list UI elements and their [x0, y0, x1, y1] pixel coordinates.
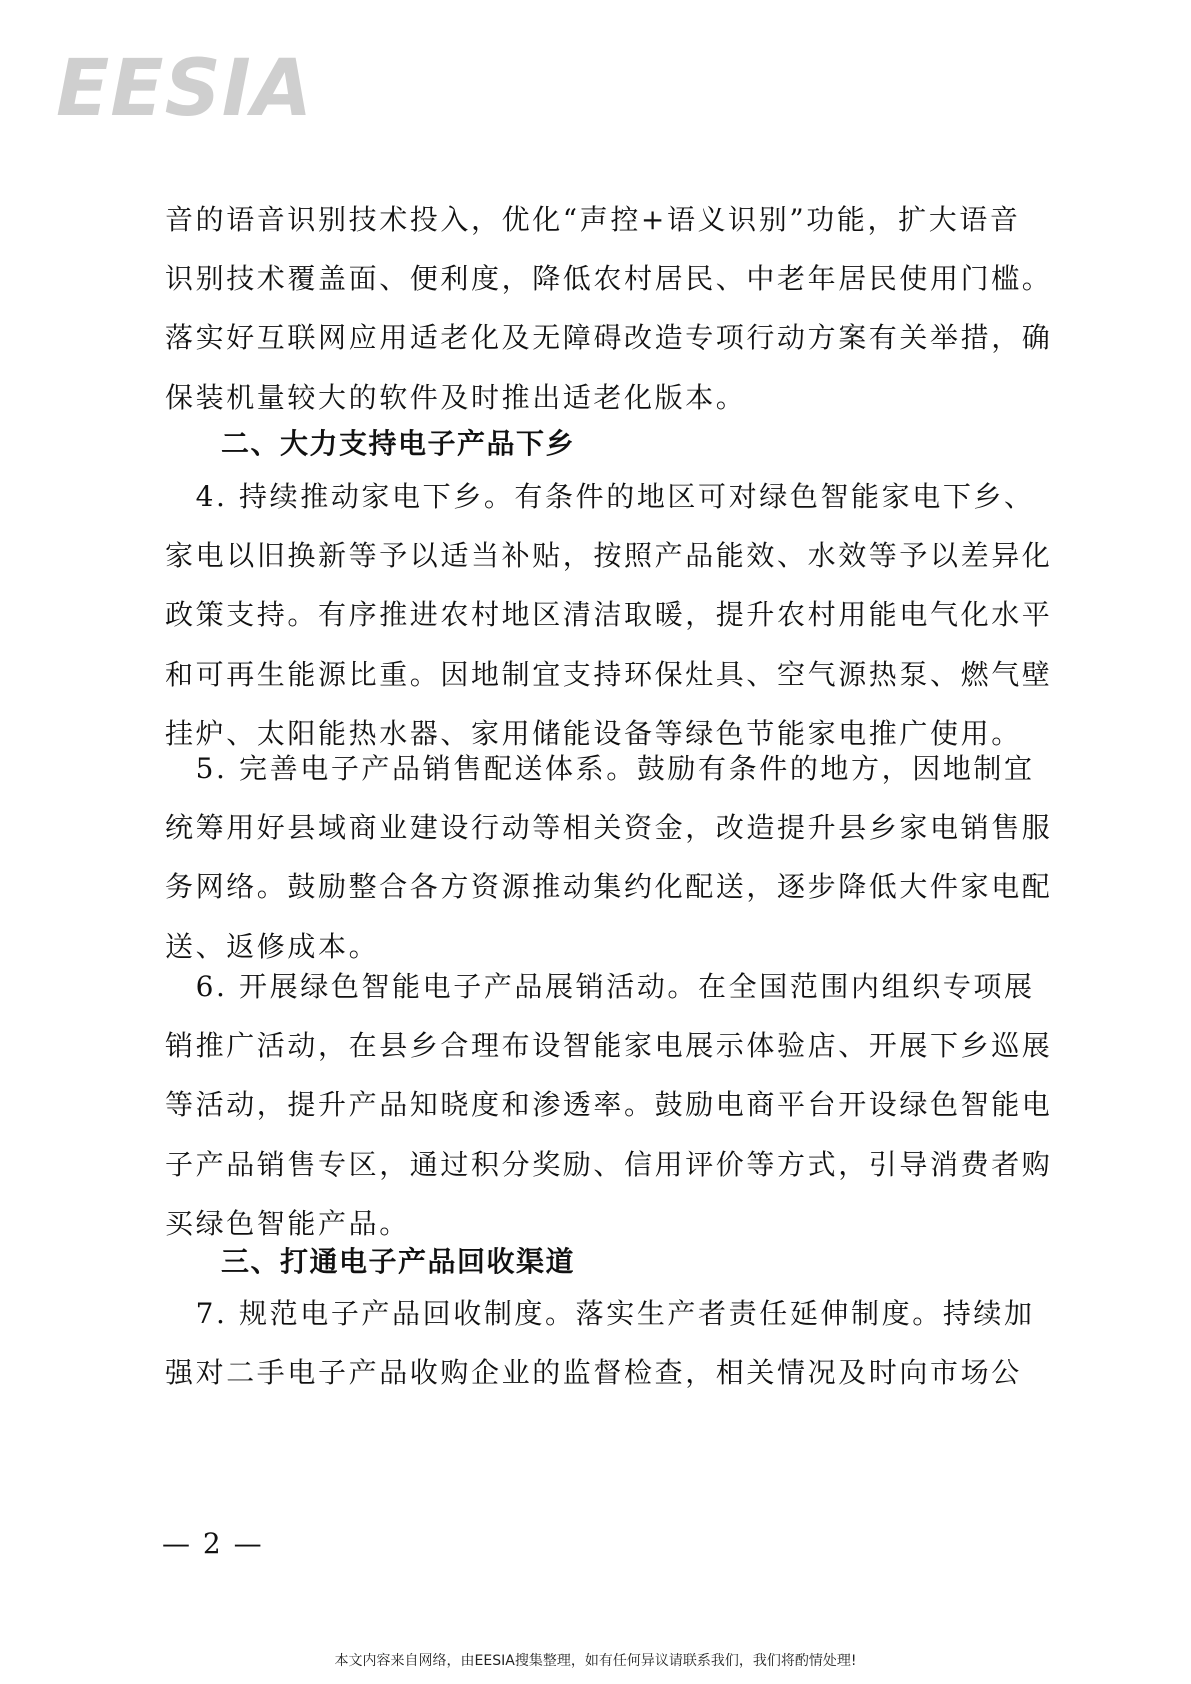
text-line: 识别技术覆盖面、便利度，降低农村居民、中老年居民使用门槛。 — [165, 262, 1053, 296]
text-line: 送、返修成本。 — [165, 929, 380, 963]
text-line: 5. 完善电子产品销售配送体系。鼓励有条件的地方，因地制宜 — [165, 752, 1035, 785]
text-line: 销推广活动，在县乡合理布设智能家电展示体验店、开展下乡巡展 — [165, 1029, 1053, 1063]
paragraph-4 — [165, 467, 1053, 763]
paragraph-6 — [165, 957, 1053, 1253]
text-line: 音的语音识别技术投入，优化“声控+语义识别”功能，扩大语音 — [165, 203, 1021, 236]
text-line: 7. 规范电子产品回收制度。落实生产者责任延伸制度。持续加 — [165, 1297, 1035, 1330]
paragraph-continuation — [165, 190, 1053, 427]
text-line: 家电以旧换新等予以适当补贴，按照产品能效、水效等予以差异化 — [165, 539, 1053, 573]
section-heading-3: 三、打通电子产品回收渠道 — [221, 1245, 576, 1278]
text-line: 务网络。鼓励整合各方资源推动集约化配送，逐步降低大件家电配 — [165, 870, 1053, 904]
text-line: 和可再生能源比重。因地制宜支持环保灶具、空气源热泵、燃气壁 — [165, 657, 1053, 691]
text-line: 买绿色智能产品。 — [165, 1206, 410, 1240]
eesia-logo: EESIA — [56, 44, 314, 134]
section-heading-2: 二、大力支持电子产品下乡 — [221, 427, 576, 460]
text-line: 统筹用好县域商业建设行动等相关资金，改造提升县乡家电销售服 — [165, 811, 1053, 845]
text-line: 子产品销售专区，通过积分奖励、信用评价等方式，引导消费者购 — [165, 1147, 1053, 1181]
text-line: 保装机量较大的软件及时推出适老化版本。 — [165, 380, 747, 414]
text-line: 政策支持。有序推进农村地区清洁取暖，提升农村用能电气化水平 — [165, 598, 1053, 632]
text-line: 4. 持续推动家电下乡。有条件的地区可对绿色智能家电下乡、 — [165, 480, 1035, 513]
text-line: 强对二手电子产品收购企业的监督检查，相关情况及时向市场公 — [165, 1356, 1022, 1390]
text-line: 挂炉、太阳能热水器、家用储能设备等绿色节能家电推广使用。 — [165, 716, 1022, 750]
text-line: 落实好互联网应用适老化及无障碍改造专项行动方案有关举措，确 — [165, 321, 1053, 355]
text-line: 等活动，提升产品知晓度和渗透率。鼓励电商平台开设绿色智能电 — [165, 1088, 1053, 1122]
paragraph-7 — [165, 1284, 1035, 1402]
disclaimer-footer: 本文内容来自网络，由EESIA搜集整理，如有任何异议请联系我们，我们将酌情处理! — [334, 1653, 857, 1669]
page-number: — 2 — — [162, 1527, 264, 1560]
paragraph-5 — [165, 739, 1053, 976]
text-line: 6. 开展绿色智能电子产品展销活动。在全国范围内组织专项展 — [165, 970, 1035, 1003]
